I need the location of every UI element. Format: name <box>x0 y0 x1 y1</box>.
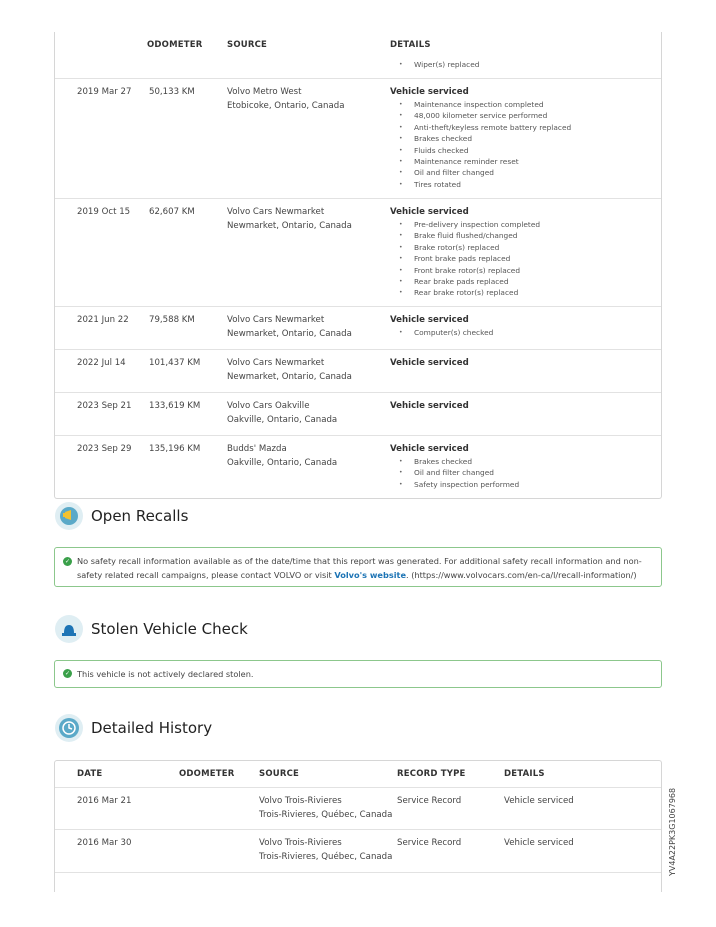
recall-url-text: . (https://www.volvocars.com/en-ca/l/recall-information/) <box>406 570 637 580</box>
header-source: SOURCE <box>259 769 300 779</box>
detail-items <box>390 99 571 190</box>
list-item: • Rear brake rotor(s) replaced <box>390 287 540 298</box>
table-row <box>55 349 661 392</box>
table-row <box>55 435 661 499</box>
detailed-history-heading <box>55 714 212 742</box>
list-item: • Rear brake pads replaced <box>390 276 540 287</box>
header-details: DETAILS <box>390 40 431 50</box>
detail-title: Vehicle serviced <box>390 87 469 97</box>
stolen-text: This vehicle is not actively declared stolen. <box>77 669 254 679</box>
header-details: DETAILS <box>504 769 545 779</box>
table-row <box>55 198 661 306</box>
stolen-notice <box>54 660 662 688</box>
source-location: Etobicoke, Ontario, Canada <box>227 101 345 111</box>
list-item: • Brake rotor(s) replaced <box>390 242 540 253</box>
row-date: 2019 Oct 15 <box>77 207 131 217</box>
row-date: 2019 Mar 27 <box>77 87 132 97</box>
list-item: • Front brake rotor(s) replaced <box>390 265 540 276</box>
header-source: SOURCE <box>227 40 268 50</box>
row-source <box>227 442 337 470</box>
stolen-check-title: Stolen Vehicle Check <box>91 620 248 638</box>
source-name: Volvo Cars Newmarket <box>227 207 325 217</box>
recall-text: No safety recall information available as of the date/time that this report was generated. For additional safety recall information and non-safety related recall campaigns, please contact VOLVO or visit <box>77 556 642 580</box>
row-record-type: Service Record <box>397 796 462 806</box>
header-date: DATE <box>77 769 103 779</box>
row-details: Vehicle serviced <box>504 796 574 806</box>
row-date: 2016 Mar 30 <box>77 838 132 848</box>
row-details <box>390 315 493 338</box>
detail-items <box>390 219 540 299</box>
recall-notice <box>54 547 662 587</box>
source-location: Newmarket, Ontario, Canada <box>227 329 352 339</box>
source-location: Trois-Rivieres, Québec, Canada <box>259 852 393 862</box>
list-item: • Anti-theft/keyless remote battery replaced <box>390 122 571 133</box>
source-name: Volvo Cars Newmarket <box>227 315 325 325</box>
header-odometer: ODOMETER <box>179 769 235 779</box>
source-location: Oakville, Ontario, Canada <box>227 415 338 425</box>
list-item: • Maintenance reminder reset <box>390 156 571 167</box>
row-date: 2023 Sep 29 <box>77 444 132 454</box>
row-source <box>227 85 345 113</box>
row-source <box>259 794 392 822</box>
row-source <box>259 836 392 864</box>
row-odometer: 79,588 KM <box>149 315 195 325</box>
table-row <box>55 787 661 829</box>
stolen-check-heading <box>55 615 248 643</box>
row-odometer: 133,619 KM <box>149 401 201 411</box>
source-name: Volvo Cars Newmarket <box>227 358 325 368</box>
list-item: • Brakes checked <box>390 133 571 144</box>
row-details: Vehicle serviced <box>504 838 574 848</box>
row-date: 2021 Jun 22 <box>77 315 129 325</box>
source-name: Volvo Metro West <box>227 87 302 97</box>
row-source <box>227 399 337 427</box>
source-name: Volvo Trois-Rivieres <box>259 838 342 848</box>
table-row <box>55 78 661 198</box>
detail-title: Vehicle serviced <box>390 444 469 454</box>
header-record-type: RECORD TYPE <box>397 769 466 779</box>
row-source <box>227 205 352 233</box>
list-item: • 48,000 kilometer service performed <box>390 110 571 121</box>
table-row <box>55 306 661 349</box>
row-odometer: 135,196 KM <box>149 444 201 454</box>
detail-title: Vehicle serviced <box>390 315 469 325</box>
row-date: 2023 Sep 21 <box>77 401 132 411</box>
open-recalls-heading <box>55 502 188 530</box>
carry-over-list <box>390 59 479 70</box>
row-odometer: 62,607 KM <box>149 207 195 217</box>
list-item: • Safety inspection performed <box>390 479 519 490</box>
detailed-history-title: Detailed History <box>91 719 213 737</box>
row-source <box>227 356 352 384</box>
list-item: • Fluids checked <box>390 145 571 156</box>
source-name: Volvo Cars Oakville <box>227 401 310 411</box>
source-name: Budds' Mazda <box>227 444 287 454</box>
volvo-website-link[interactable]: Volvo's website <box>334 570 406 580</box>
service-history-table <box>54 32 662 499</box>
row-record-type: Service Record <box>397 838 462 848</box>
list-item: • Computer(s) checked <box>390 327 493 338</box>
detail-title: Vehicle serviced <box>390 207 469 217</box>
header-odometer: ODOMETER <box>147 40 203 50</box>
list-item: • Brake fluid flushed/changed <box>390 230 540 241</box>
open-recalls-title: Open Recalls <box>91 507 189 525</box>
list-item: • Tires rotated <box>390 179 571 190</box>
history-icon <box>55 714 83 742</box>
table-row <box>55 829 661 871</box>
source-location: Oakville, Ontario, Canada <box>227 458 338 468</box>
row-details <box>390 87 571 190</box>
detail-title: Vehicle serviced <box>390 358 469 368</box>
source-name: Volvo Trois-Rivieres <box>259 796 342 806</box>
source-location: Newmarket, Ontario, Canada <box>227 372 352 382</box>
source-location: Newmarket, Ontario, Canada <box>227 221 352 231</box>
row-date: 2022 Jul 14 <box>77 358 126 368</box>
list-item: • Brakes checked <box>390 456 519 467</box>
vin-number: YV4A22PK3G1067968 <box>668 787 677 876</box>
row-date: 2016 Mar 21 <box>77 796 132 806</box>
row-odometer: 101,437 KM <box>149 358 201 368</box>
siren-icon <box>55 615 83 643</box>
row-odometer: 50,133 KM <box>149 87 195 97</box>
source-location: Trois-Rivieres, Québec, Canada <box>259 810 393 820</box>
detailed-history-table <box>54 760 662 892</box>
row-details <box>390 401 469 411</box>
list-item: • Oil and filter changed <box>390 167 571 178</box>
list-item: • Oil and filter changed <box>390 467 519 478</box>
detail-title: Vehicle serviced <box>390 401 469 411</box>
row-details <box>390 207 540 299</box>
table-divider <box>55 872 661 873</box>
detail-items <box>390 456 519 490</box>
check-icon: ✓ <box>64 670 71 677</box>
list-item: • Maintenance inspection completed <box>390 99 571 110</box>
row-details <box>390 444 519 490</box>
row-details <box>390 358 469 368</box>
list-item: • Wiper(s) replaced <box>390 59 479 70</box>
check-icon: ✓ <box>64 558 71 565</box>
table-row <box>55 392 661 435</box>
list-item: • Front brake pads replaced <box>390 253 540 264</box>
list-item: • Pre-delivery inspection completed <box>390 219 540 230</box>
detail-items <box>390 327 493 338</box>
row-source <box>227 313 352 341</box>
recall-icon <box>55 502 83 530</box>
